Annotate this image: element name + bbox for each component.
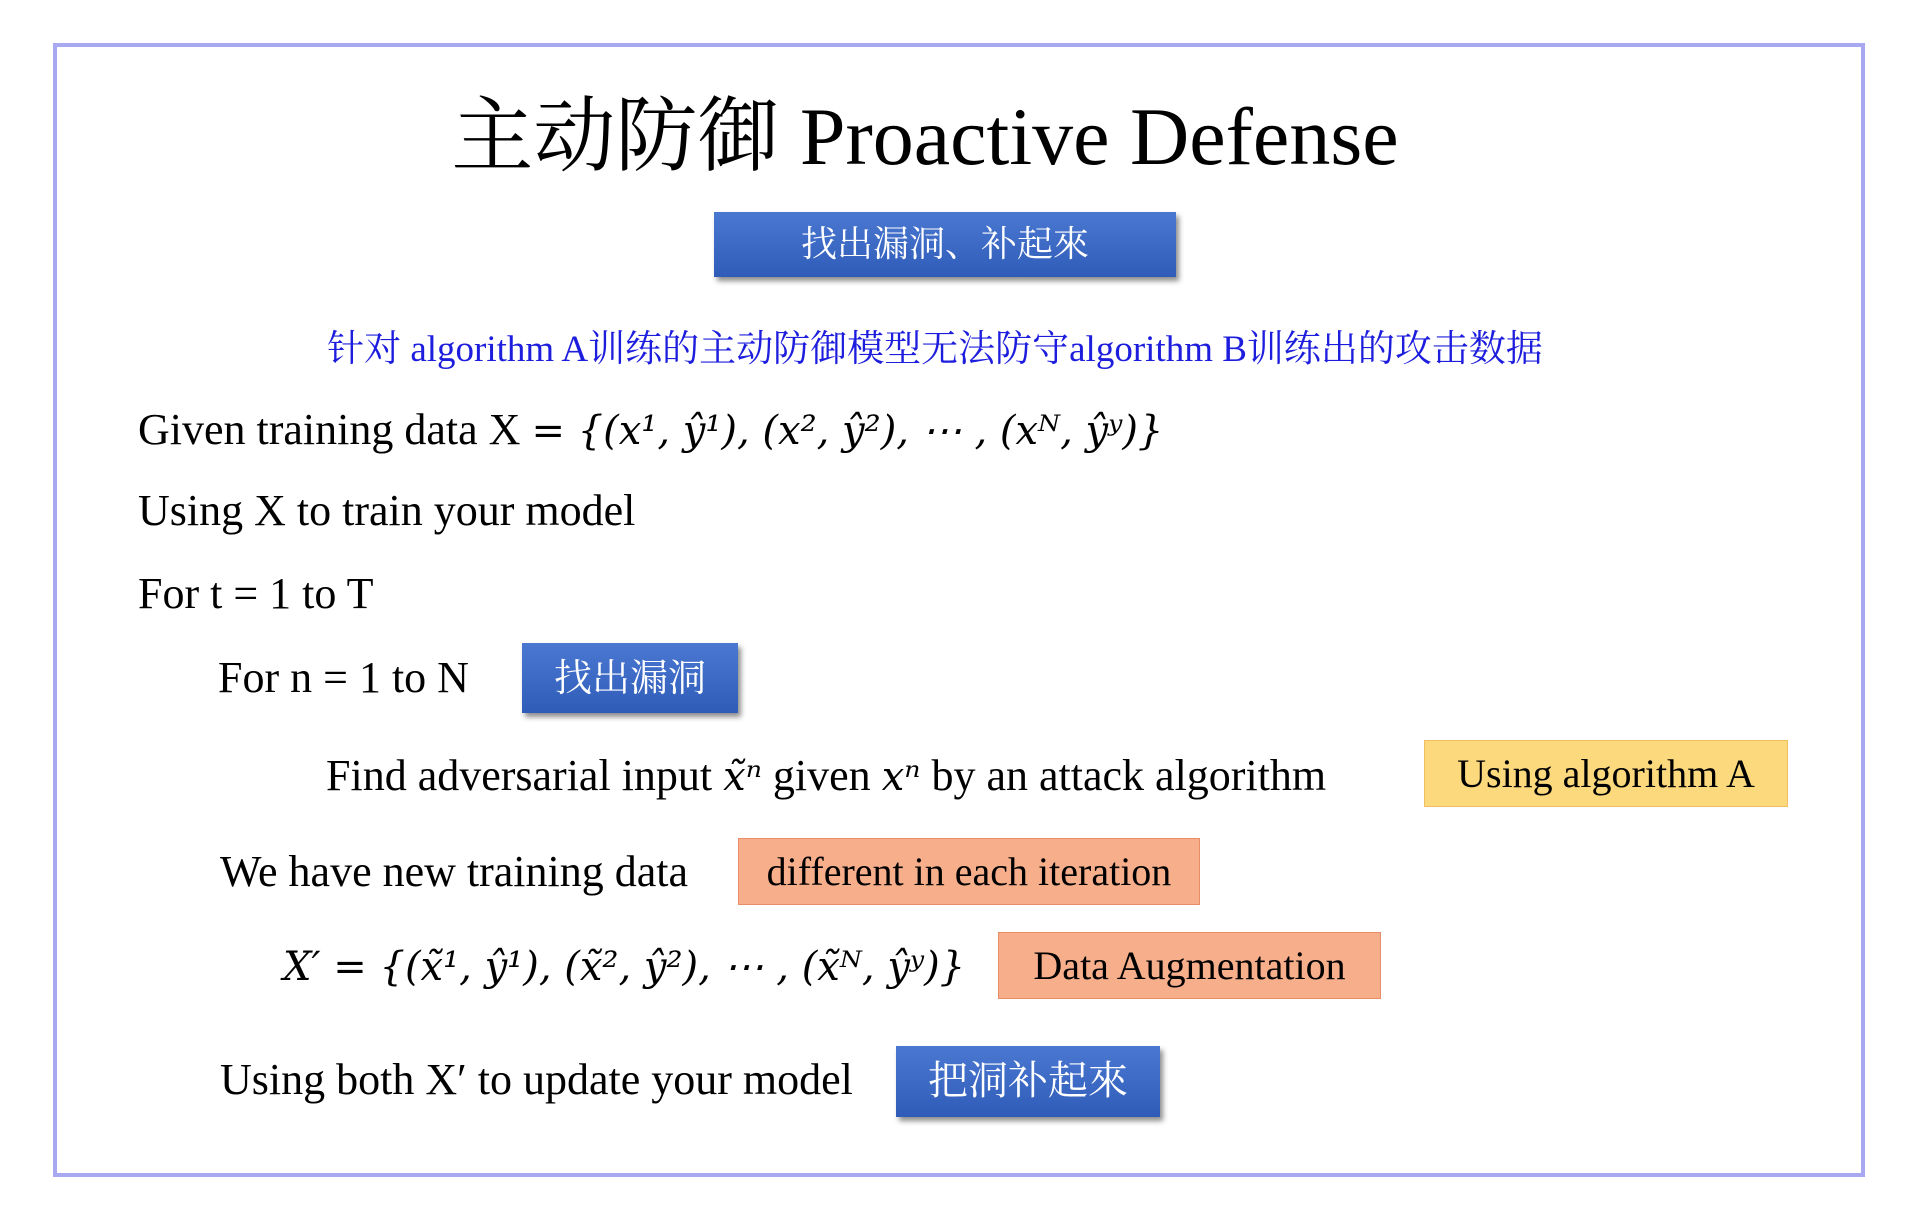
using-x-line: Using X to train your model	[138, 486, 636, 535]
x-n: xⁿ	[881, 754, 921, 800]
find-text-1: Find adversarial input	[326, 751, 713, 800]
find-adversarial-line	[326, 746, 1326, 807]
update-line: Using both X′ to update your model	[220, 1055, 853, 1104]
for-t-line: For t = 1 to T	[138, 569, 374, 618]
given-label: Given training data X	[138, 405, 521, 454]
given-formula: = {(x¹, ŷ¹), (x², ŷ²), ⋯ , (xᴺ, ŷʸ)}	[531, 408, 1164, 454]
find-text-3: by an attack algorithm	[931, 751, 1327, 800]
using-algorithm-badge: Using algorithm A	[1424, 740, 1788, 807]
slide-title: 主动防御 Proactive Defense	[451, 91, 1399, 182]
patch-badge: 把洞补起來	[896, 1046, 1160, 1117]
for-n-line: For n = 1 to N	[218, 653, 469, 702]
top-badge: 找出漏洞、补起來	[714, 212, 1176, 277]
new-data-line: We have new training data	[220, 847, 689, 896]
find-text-2: given	[772, 751, 871, 800]
x-prime-formula: X′ = {(x̃¹, ŷ¹), (x̃², ŷ²), ⋯ , (x̃ᴺ, ŷʸ)}	[283, 944, 966, 990]
subtitle: 针对 algorithm A训练的主动防御模型无法防守algorithm B训练出的攻击数据	[327, 329, 1543, 370]
different-badge: different in each iteration	[738, 838, 1200, 905]
find-holes-badge: 找出漏洞	[522, 643, 738, 713]
x-tilde-n: x̃ⁿ	[723, 754, 762, 800]
given-line	[138, 400, 1163, 461]
x-prime-line	[283, 936, 965, 997]
augmentation-badge: Data Augmentation	[998, 932, 1381, 999]
